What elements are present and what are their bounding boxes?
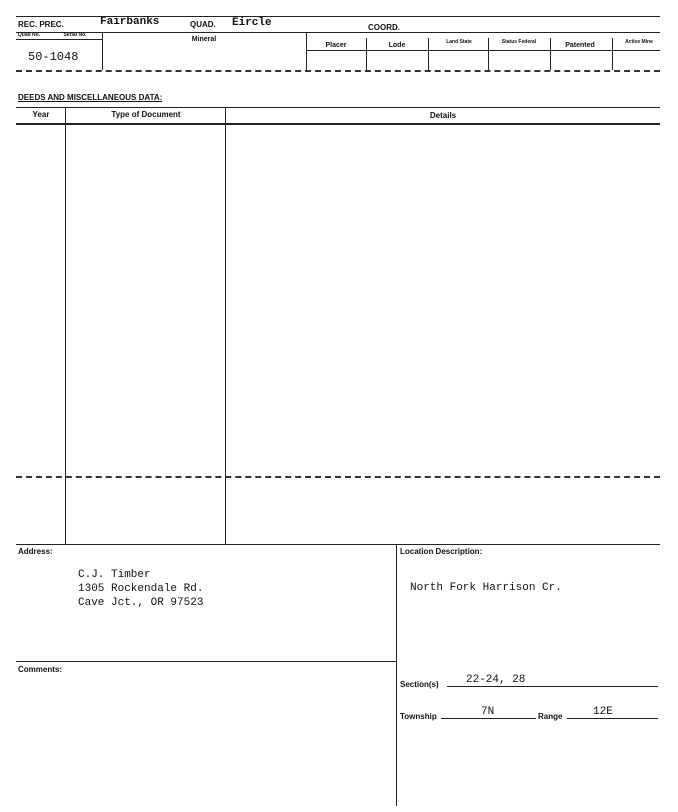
top-rule xyxy=(16,16,660,17)
status-header-rule xyxy=(306,50,660,51)
col-divider xyxy=(366,38,367,70)
quad-value: Eircle xyxy=(232,17,272,29)
deeds-bottom-rule xyxy=(16,544,660,545)
location-description: North Fork Harrison Cr. xyxy=(410,582,562,594)
quad-serial-value: 50-1048 xyxy=(28,50,79,64)
address-line-3: Cave Jct., OR 97523 xyxy=(78,597,204,609)
township-value: 7N xyxy=(481,706,495,718)
quad-label: QUAD. xyxy=(190,20,216,29)
col-divider xyxy=(550,38,551,70)
sections-label: Section(s) xyxy=(400,680,439,689)
range-underline xyxy=(567,718,658,719)
sections-underline xyxy=(447,686,658,687)
rec-prec-label: REC. PREC. xyxy=(18,20,64,29)
deeds-year-divider xyxy=(65,107,66,544)
address-line-1: C.J. Timber xyxy=(78,569,151,581)
coord-label: COORD. xyxy=(368,23,400,32)
header-rule xyxy=(16,32,660,33)
col-lode: Lode xyxy=(388,42,406,49)
range-value: 12E xyxy=(593,706,613,718)
col-divider xyxy=(612,38,613,70)
quad-serial-rule xyxy=(16,39,102,40)
rec-prec-value: Fairbanks xyxy=(100,16,160,28)
col-land-state: Land State xyxy=(446,39,472,45)
record-dashed-rule xyxy=(16,70,660,72)
col-mineral: Mineral xyxy=(191,36,217,43)
col-year: Year xyxy=(32,110,50,119)
range-label: Range xyxy=(538,712,563,721)
col-divider xyxy=(488,38,489,70)
comments-top-rule xyxy=(16,661,396,662)
address-line-2: 1305 Rockendale Rd. xyxy=(78,583,204,595)
deeds-title: DEEDS AND MISCELLANEOUS DATA: xyxy=(18,93,163,102)
col-patented: Patented xyxy=(565,42,595,49)
col-serial-no: Serial No. xyxy=(63,32,87,38)
col-quad-no: Quad No. xyxy=(17,32,41,38)
col-active-mine: Active Mine xyxy=(625,39,653,45)
deeds-dashed-rule xyxy=(16,476,660,478)
col-type-of-document: Type of Document xyxy=(111,110,181,119)
deeds-type-divider xyxy=(225,107,226,544)
township-underline xyxy=(441,718,536,719)
address-label: Address: xyxy=(18,547,53,556)
col-status-federal: Status Federal xyxy=(501,39,537,45)
col-divider xyxy=(428,38,429,70)
address-location-divider xyxy=(396,544,397,806)
col-placer: Placer xyxy=(325,42,347,49)
col-details: Details xyxy=(429,111,457,120)
location-label: Location Description: xyxy=(400,547,483,556)
deeds-top-rule xyxy=(16,107,660,108)
deeds-header-rule xyxy=(16,123,660,125)
sections-value: 22-24, 28 xyxy=(466,674,526,686)
col-divider xyxy=(102,32,103,70)
comments-label: Comments: xyxy=(18,665,63,674)
township-label: Township xyxy=(400,712,437,721)
col-divider xyxy=(306,32,307,70)
